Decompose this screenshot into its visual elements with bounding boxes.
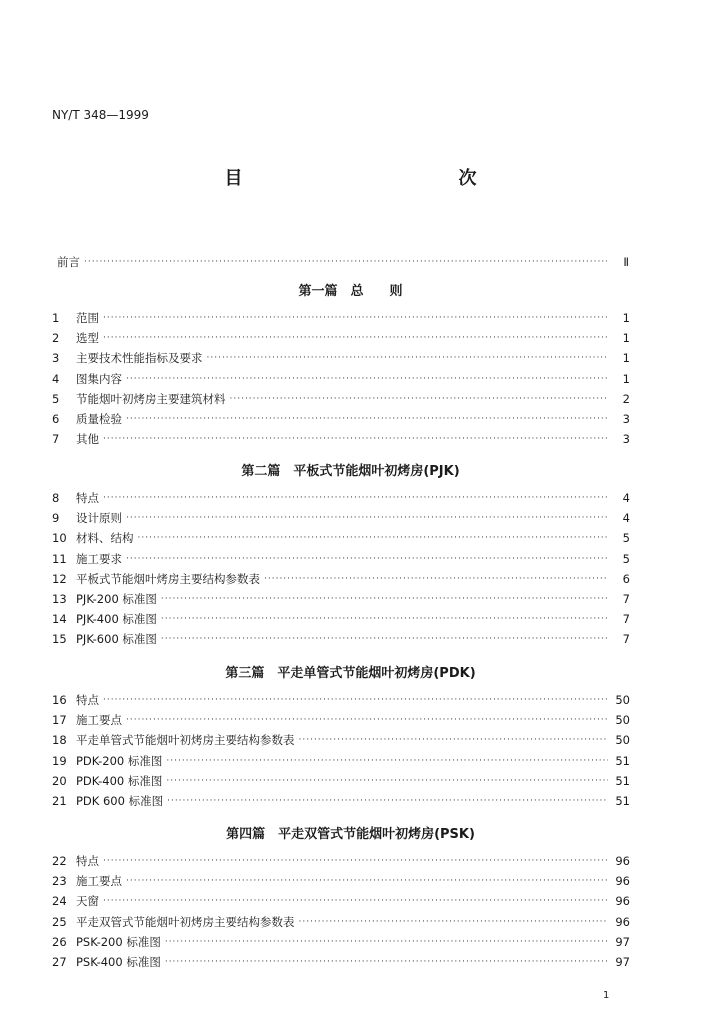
toc-entry-number: 7 [52, 432, 60, 447]
toc-entry-page: 4 [622, 491, 630, 506]
toc-entry-number: 19 [52, 753, 67, 768]
leader-dots [103, 695, 608, 705]
toc-entry-page: 1 [622, 351, 630, 366]
leader-dots [161, 614, 608, 624]
toc-entry[interactable] [52, 389, 630, 409]
toc-entry-label: PJK-400 标准图 [76, 612, 157, 627]
toc-section-4 [52, 851, 630, 972]
toc-entry-page: 96 [615, 874, 630, 889]
toc-entry-label: 节能烟叶初烤房主要建筑材料 [76, 391, 226, 406]
toc-entry-number: 27 [52, 955, 67, 970]
toc-entry-label: PJK-600 标准图 [76, 632, 157, 647]
toc-entry[interactable] [52, 771, 630, 791]
part-heading-3: 第三篇 平走单管式节能烟叶初烤房(PDK) [225, 666, 476, 681]
toc-entry-number: 18 [52, 733, 67, 748]
toc-entry[interactable] [52, 690, 630, 710]
toc-entry-label: PDK-200 标准图 [76, 753, 163, 768]
leader-dots [138, 533, 609, 543]
toc-entry[interactable] [52, 851, 630, 871]
toc-entry-label: 平板式节能烟叶烤房主要结构参数表 [76, 571, 260, 586]
toc-entry-number: 24 [52, 894, 67, 909]
toc-entry[interactable] [52, 429, 630, 449]
toc-entry-page: 5 [622, 531, 630, 546]
toc-entry-label: 材料、结构 [76, 531, 134, 546]
leader-dots [84, 257, 607, 267]
toc-entry-label: PDK-400 标准图 [76, 773, 163, 788]
leader-dots [126, 554, 608, 564]
toc-entry[interactable] [52, 328, 630, 348]
leader-dots [165, 957, 608, 967]
toc-entry[interactable] [52, 549, 630, 569]
leader-dots [126, 414, 608, 424]
toc-entry-number: 25 [52, 914, 67, 929]
toc-entry[interactable] [52, 791, 630, 811]
toc-entry-page: 6 [622, 571, 630, 586]
toc-entry-page: 51 [615, 753, 630, 768]
toc-entry-page: 7 [622, 612, 630, 627]
toc-entry[interactable] [52, 409, 630, 429]
toc-entry-number: 17 [52, 713, 67, 728]
toc-entry-number: 16 [52, 693, 67, 708]
toc-entry-number: 15 [52, 632, 67, 647]
toc-section-2 [52, 488, 630, 650]
toc-entry[interactable] [52, 912, 630, 932]
toc-entry-number: 1 [52, 311, 60, 326]
toc-entry[interactable] [52, 308, 630, 328]
page-number: 1 [603, 990, 610, 1001]
toc-entry-page: 2 [622, 391, 630, 406]
toc-entry-page: 3 [622, 432, 630, 447]
toc-entry-page: 1 [622, 331, 630, 346]
toc-entry-label: 设计原则 [76, 511, 122, 526]
toc-entry-label: 天窗 [76, 894, 99, 909]
toc-entry-page: 7 [622, 592, 630, 607]
toc-entry[interactable] [52, 891, 630, 911]
toc-entry[interactable] [52, 730, 630, 750]
toc-entry[interactable] [52, 871, 630, 891]
toc-entry-label: 平走双管式节能烟叶初烤房主要结构参数表 [76, 914, 295, 929]
toc-entry-number: 21 [52, 794, 67, 809]
toc-entry-page: 1 [622, 371, 630, 386]
leader-dots [264, 574, 608, 584]
leader-dots [103, 333, 608, 343]
leader-dots [299, 735, 609, 745]
toc-entry-label: 前言 [57, 255, 80, 270]
toc-entry-label: 范围 [76, 311, 99, 326]
toc-entry-number: 22 [52, 854, 67, 869]
toc-entry-number: 6 [52, 412, 60, 427]
part-heading-1: 第一篇 总 则 [298, 284, 403, 299]
toc-entry-label: 特点 [76, 491, 99, 506]
toc-entry[interactable] [52, 932, 630, 952]
toc-entry-number: 23 [52, 874, 67, 889]
leader-dots [126, 876, 608, 886]
toc-entry[interactable] [52, 710, 630, 730]
leader-dots [103, 313, 608, 323]
toc-entry-page: 97 [615, 934, 630, 949]
leader-dots [165, 937, 608, 947]
toc-entry-page: 3 [622, 412, 630, 427]
page-title: 目 次 [224, 168, 537, 189]
toc-entry-number: 10 [52, 531, 67, 546]
toc-entry-number: 26 [52, 934, 67, 949]
toc-entry[interactable] [52, 609, 630, 629]
toc-entry-page: 97 [615, 955, 630, 970]
toc-entry-preface[interactable] [57, 252, 629, 272]
toc-entry-number: 12 [52, 571, 67, 586]
toc-entry-label: PSK-200 标准图 [76, 934, 161, 949]
toc-entry[interactable] [52, 751, 630, 771]
toc-entry-number: 5 [52, 391, 60, 406]
leader-dots [103, 856, 608, 866]
toc-entry[interactable] [52, 952, 630, 972]
toc-entry-label: 平走单管式节能烟叶初烤房主要结构参数表 [76, 733, 295, 748]
toc-entry-page: 96 [615, 854, 630, 869]
toc-entry-label: 施工要点 [76, 713, 122, 728]
toc-entry-number: 14 [52, 612, 67, 627]
toc-entry[interactable] [52, 569, 630, 589]
toc-entry-label: 图集内容 [76, 371, 122, 386]
toc-entry-label: 特点 [76, 693, 99, 708]
toc-entry-label: 质量检验 [76, 412, 122, 427]
leader-dots [126, 513, 608, 523]
toc-entry-page: 96 [615, 914, 630, 929]
part-heading-4: 第四篇 平走双管式节能烟叶初烤房(PSK) [226, 827, 475, 842]
leader-dots [161, 634, 608, 644]
leader-dots [166, 776, 608, 786]
toc-entry-page: 51 [615, 794, 630, 809]
toc-entry-label: PSK-400 标准图 [76, 955, 161, 970]
toc-entry-label: 特点 [76, 854, 99, 869]
toc-entry[interactable] [52, 629, 630, 649]
toc-entry[interactable] [52, 369, 630, 389]
leader-dots [126, 715, 608, 725]
toc-entry-number: 13 [52, 592, 67, 607]
toc-entry-number: 4 [52, 371, 60, 386]
toc-entry-page: 96 [615, 894, 630, 909]
toc-entry[interactable] [52, 508, 630, 528]
toc-entry-number: 11 [52, 551, 67, 566]
toc-entry-label: PJK-200 标准图 [76, 592, 157, 607]
toc-entry[interactable] [52, 528, 630, 548]
toc-entry[interactable] [52, 488, 630, 508]
toc-entry-page: 50 [615, 693, 630, 708]
toc-section-3 [52, 690, 630, 811]
toc-entry-number: 2 [52, 331, 60, 346]
leader-dots [103, 434, 608, 444]
toc-entry-page: 4 [622, 511, 630, 526]
toc-entry-label: 施工要求 [76, 551, 122, 566]
toc-entry-number: 8 [52, 491, 60, 506]
toc-entry-number: 3 [52, 351, 60, 366]
toc-entry[interactable] [52, 348, 630, 368]
leader-dots [166, 756, 608, 766]
toc-entry-page: 51 [615, 773, 630, 788]
toc-entry-label: 施工要点 [76, 874, 122, 889]
leader-dots [103, 493, 608, 503]
leader-dots [126, 374, 608, 384]
toc-section-1 [52, 308, 630, 449]
toc-entry-label: PDK 600 标准图 [76, 794, 164, 809]
leader-dots [207, 353, 609, 363]
toc-entry-label: 其他 [76, 432, 99, 447]
leader-dots [230, 394, 609, 404]
toc-entry[interactable] [52, 589, 630, 609]
toc-entry-label: 选型 [76, 331, 99, 346]
toc-entry-page: 50 [615, 713, 630, 728]
toc-entry-page: 5 [622, 551, 630, 566]
standard-id: NY/T 348—1999 [52, 108, 149, 122]
toc-entry-label: 主要技术性能指标及要求 [76, 351, 203, 366]
toc-entry-page: 7 [622, 632, 630, 647]
leader-dots [167, 796, 608, 806]
toc-entry-number: 9 [52, 511, 60, 526]
toc-entry-page: Ⅱ [623, 255, 629, 270]
toc-entry-page: 50 [615, 733, 630, 748]
leader-dots [299, 917, 609, 927]
toc-entry-page: 1 [622, 311, 630, 326]
leader-dots [161, 594, 608, 604]
toc-entry-number: 20 [52, 773, 67, 788]
leader-dots [103, 896, 608, 906]
part-heading-2: 第二篇 平板式节能烟叶初烤房(PJK) [241, 464, 460, 479]
